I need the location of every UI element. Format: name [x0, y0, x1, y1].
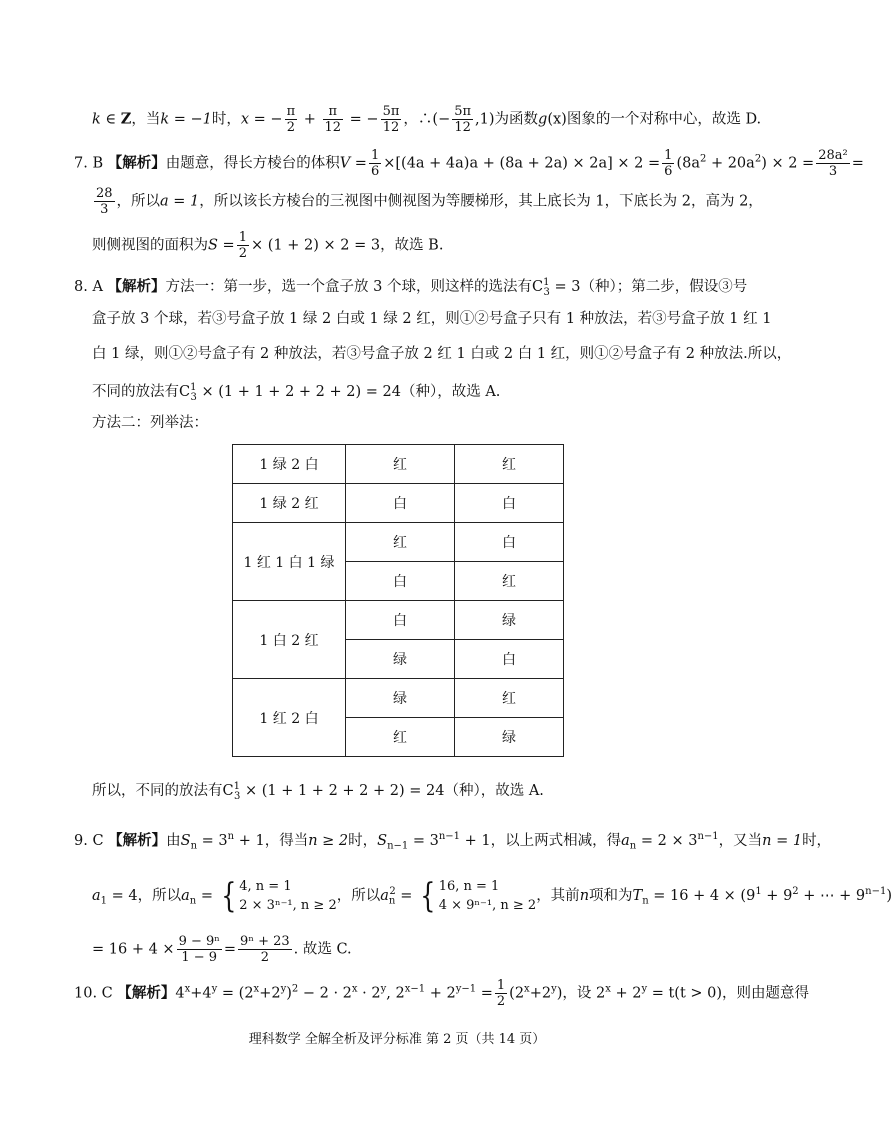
q7-number: 7. [74, 155, 88, 172]
table-cell: 1 红 1 白 1 绿 [233, 523, 346, 601]
table-cell: 白 [455, 523, 564, 562]
page-footer: 理科数学 全解全析及评分标准 第 2 页（共 14 页） [248, 1032, 546, 1047]
q10-number: 10. [74, 985, 98, 1002]
q8-answer: A [92, 278, 103, 295]
q7-line3: 则侧视图的面积为S = $\frac{1}{2}$ × (1 + 2) × 2 = 3，故选 B. [92, 230, 444, 261]
q8-tag: 【解析】 [107, 277, 166, 295]
table-row [233, 679, 564, 718]
q8-line2: 盒子放 3 个球，若③号盒子放 1 绿 2 白或 1 绿 2 红，则①②号盒子只有 1 种放法，若③号盒子放 1 红 1 [92, 311, 772, 327]
frac-pi-12: $\frac{\pi}{12}$ [324, 104, 342, 135]
table-cell: 红 [455, 562, 564, 601]
table-cell: 绿 [455, 601, 564, 640]
q10-line1: 10. C 【解析】$4^x+4^y = (2^x+2^y)^2 - 2 \cdot 2^x \cdot 2^y$, $2^{x-1} + 2^{y-1}$ = $\frac{1}{2}$ $(2^x+2^y)$，设 $2^x + 2^y = t(t > 0)$，则由题意得 [74, 978, 810, 1009]
enumeration-table [232, 444, 564, 757]
table-cell: 1 红 2 白 [233, 679, 346, 757]
frac-28-3: $\frac{28}{3}$ [96, 186, 113, 217]
q10-answer: C [101, 985, 113, 1002]
cases-an: 4, n = 1 2 × 3ⁿ⁻¹, n ≥ 2 [239, 878, 337, 913]
q8-method2: 方法二：列举法： [92, 415, 208, 431]
table-cell: 红 [346, 523, 455, 562]
frac-5pi-12: $\frac{5\pi}{12}$ [382, 104, 400, 135]
table-cell: 1 白 2 红 [233, 601, 346, 679]
q8-line4: 不同的放法有$C^1_3 \times (1 + 1 + 2 + 2 + 2) = 24$（种），故选 A. [92, 382, 501, 403]
table-cell: 红 [346, 718, 455, 757]
continuation-line: k ∈ Z，当k = −1时，x = − $\frac{\pi}{2}$ + $\frac{\pi}{12}$ = − $\frac{5\pi}{12}$ ，∴(− $\frac{5\pi}{12}$ ,1)为函数g(x)图象的一个对称中心，故选 D. [92, 104, 762, 135]
frac-pi-2: $\frac{\pi}{2}$ [286, 104, 296, 135]
frac-1-2-b: $\frac{1}{2}$ [496, 978, 506, 1009]
table-cell: 白 [346, 601, 455, 640]
frac-1-6: $\frac{1}{6}$ [370, 148, 380, 179]
table-row [233, 601, 564, 640]
frac-1-2: $\frac{1}{2}$ [238, 230, 247, 261]
table-cell: 1 绿 2 白 [233, 445, 346, 484]
table-cell: 红 [346, 445, 455, 484]
frac-28a2-3: $\frac{\text{28a²}}{3}$ [818, 148, 848, 179]
q10-tag: 【解析】 [117, 984, 176, 1002]
q9-line1: 9. C 【解析】由$S_n = 3^n + 1$，得当n ≥ 2时，$S_{n-1} = 3^{n-1} + 1$，以上两式相减，得$a_n = 2 \times 3^{n-1}$，又当n = 1时， [74, 831, 832, 852]
cases-an2: 16, n = 1 4 × 9ⁿ⁻¹, n ≥ 2 [438, 878, 537, 913]
q7-line1: 7. B 【解析】由题意，得长方棱台的体积V = $\frac{1}{6}$ ×[(4a + 4a)a + (8a + 2a) × 2a] × 2 = $\frac{1}{6}$ $(8a^2 + 20a^2) \times 2$ = $\frac{\text{28a²}}{3}$ = [74, 148, 864, 179]
q8-line3: 白 1 绿，则①②号盒子有 2 种放法，若③号盒子放 2 红 1 白或 2 白 1 红，则①②号盒子有 2 种放法.所以， [92, 346, 792, 362]
table-cell: 1 绿 2 红 [233, 484, 346, 523]
q8-number: 8. [74, 278, 88, 295]
q9-line2: $a_1 = 4$，所以$a_n$ = { 4, n = 1 2 × 3ⁿ⁻¹, n ≥ 2 ，所以$a_n^2$ = { 16, n = 1 4 × 9ⁿ⁻¹, n ≥ 2 ，其前n项和为$T_n = 16 + 4 \times (9^1 + 9^2$ + ⋯ + $9^{n-1}$) [92, 875, 892, 916]
table-cell: 白 [346, 562, 455, 601]
q9-line3: = 16 + 4 × $\frac{\text{9 − 9ⁿ}}{1 - 9}$ = $\frac{\text{9ⁿ + 23}}{2}$ . 故选 C. [92, 934, 352, 965]
table-row [233, 445, 564, 484]
table-cell: 白 [455, 640, 564, 679]
table-cell: 白 [346, 484, 455, 523]
table-row [233, 523, 564, 562]
frac-5pi-12-b: $\frac{5\pi}{12}$ [454, 104, 472, 135]
table-row [233, 484, 564, 523]
left-brace: { [420, 875, 436, 916]
frac-sum: $\frac{\text{9 − 9ⁿ}}{1 - 9}$ [178, 934, 220, 965]
table-cell: 绿 [455, 718, 564, 757]
table-cell: 红 [455, 445, 564, 484]
q9-number: 9. [74, 832, 88, 849]
q7-tag: 【解析】 [107, 154, 166, 172]
frac-result: $\frac{\text{9ⁿ + 23}}{2}$ [240, 934, 290, 965]
left-brace: { [220, 875, 237, 916]
table-cell: 白 [455, 484, 564, 523]
q9-answer: C [92, 832, 104, 849]
table-cell: 绿 [346, 640, 455, 679]
q8-conclusion: 所以，不同的放法有$C^1_3 \times (1 + 1 + 2 + 2 + 2) = 24$（种），故选 A. [92, 781, 544, 802]
q7-line2: $\frac{28}{3}$ ，所以a = 1，所以该长方棱台的三视图中侧视图为等腰梯形，其上底长为 1，下底长为 2，高为 2， [96, 186, 763, 217]
q7-answer: B [92, 155, 104, 172]
frac-1-6-b: $\frac{1}{6}$ [664, 148, 673, 179]
q8-line1: 8. A 【解析】方法一：第一步，选一个盒子放 3 个球，则这样的选法有$C^1_3 = 3$（种）；第二步，假设③号 [74, 277, 748, 298]
table-cell: 绿 [346, 679, 455, 718]
q9-tag: 【解析】 [108, 831, 167, 849]
table-cell: 红 [455, 679, 564, 718]
